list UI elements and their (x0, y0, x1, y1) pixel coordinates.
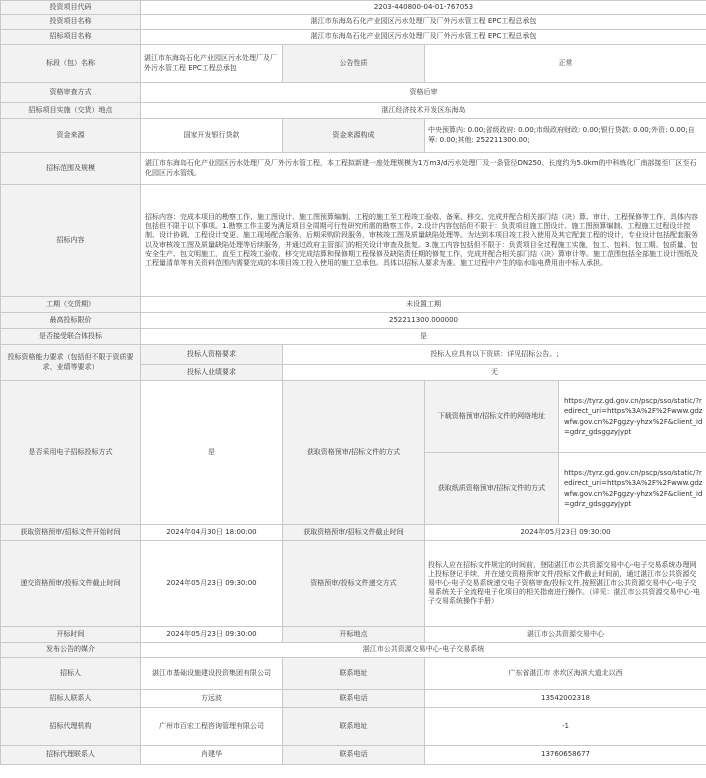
row-bid-project-name (1, 30, 706, 45)
value-tenderer-phone: 13542002318 (425, 690, 706, 708)
label-bidder-qual: 投标人资格要求 (141, 345, 283, 365)
label-submit-method: 资格预审/投标文件递交方式 (283, 541, 425, 627)
value-tenderer: 湛江市基础设施建设投资集团有限公司 (141, 658, 283, 690)
row-tenderer (1, 658, 706, 690)
row-max-price (1, 313, 706, 329)
label-max-price: 最高投标限价 (1, 313, 141, 329)
label-content: 招标内容 (1, 185, 141, 297)
value-agency-phone: 13760658677 (425, 746, 706, 765)
value-scope: 湛江市东海岛石化产业园区污水处理厂及厂外污水管工程，本工程拟新建一座处理规模为1万m3/d污水处理厂及一条管径DN250、长度约为5.0km的中科炼化厂南部接至厂区至石化园区污水管线。 (141, 153, 706, 185)
value-tenderer-contact: 方远波 (141, 690, 283, 708)
row-qualification (1, 83, 706, 103)
label-requirements: 投标资格能力要求（包括但不限于资质要求、业绩等要求） (1, 345, 141, 381)
value-obtain-start: 2024年04月30日 18:00:00 (141, 525, 283, 541)
value-open-place: 湛江市公共资源交易中心 (425, 627, 706, 643)
value-open-time: 2024年05月23日 09:30:00 (141, 627, 283, 643)
value-bidder-perf: 无 (283, 365, 706, 381)
label-open-place: 开标地点 (283, 627, 425, 643)
value-content: 招标内容：完成本项目的勘察工作、施工图设计、施工图预算编制、工程的施工至工程竣工验收、备案、移交、完成并配合相关部门结（决）算、审计、工程保修等工作，具体内容包括但不限于以下事项。1.勘察工作主要为满足项目全周期可行性研究所需的勘察工作。2.设计内容包括但不限于：负责项目施工图设计、施工图预算编制、工程施工过程设计控制、设计协调、工程设计变更、施工现场配合服务、后期采购阶段服务，审核竣工图及质量缺陷处理等。为达到本项目竣工投入使用及其它配套工程的设计，专业设计包括配套服务以及审核竣工图及质量缺陷处理等后续服务，并通过政府主管部门的相关设计审查及批复。3.施工内容包括但不限于：负责项目全过程施工实施，包工、包料、包工期、包质量、包安全生产、包文明施工，直至工程竣工验收、移交完成结算和保修期工程保修及缺陷责任期的修复工作，完成并配合相关部门结（决）算审计等。施工范围包括全部施工设计图纸及工程量清单等有关资料范围内需要完成的本项目竣工投入使用的施工总承包。具体以招标人要求为准。施工过程中产生的临水临电费用由中标人承担。 (141, 185, 706, 297)
value-submit-method: 投标人应在招标文件规定的时间前，登陆湛江市公共资源交易中心-电子交易系统办理网上投标登记手续，并在递交资格预审文件/投标文件截止时间前，通过湛江市公共资源交易中心-电子交易系统递交电子资格审查/投标文件,按照湛江市公共资源交易中心-电子交易系统关于全流程电子化项目的相关指南进行操作。（详见：湛江市公共资源交易中心-电子交易系统操作手册） (425, 541, 706, 627)
value-agency: 广州市百宏工程咨询管理有限公司 (141, 708, 283, 746)
label-submit-deadline: 递交资格预审/投标文件截止时间 (1, 541, 141, 627)
label-scope: 招标范围及规模 (1, 153, 141, 185)
label-fund-source: 资金来源 (1, 119, 141, 153)
row-project-code (1, 1, 706, 15)
label-section-name: 标段（包）名称 (1, 45, 141, 83)
value-max-price: 252211300.000000 (141, 313, 706, 329)
row-fund (1, 119, 706, 153)
value-submit-deadline: 2024年05月23日 09:30:00 (141, 541, 283, 627)
label-download: 下载资格预审/招标文件的网络地址 (425, 381, 559, 453)
label-location: 招标项目实施（交货）地点 (1, 103, 141, 119)
label-agency-contact: 招标代理联系人 (1, 746, 141, 765)
value-announcement-nature: 正常 (425, 45, 706, 83)
value-fund-structure: 中央预算内: 0.00;省级政府: 0.00;市级政府财政: 0.00;银行贷款: 0.00;外资: 0.00;自筹: 0.00;其他: 252211300.00; (425, 119, 706, 153)
value-tenderer-address: 广东省湛江市 赤坎区海滨大道北以西 (425, 658, 706, 690)
label-obtain-method: 获取资格预审/招标文件的方式 (283, 381, 425, 525)
label-open-time: 开标时间 (1, 627, 141, 643)
value-agency-address: -1 (425, 708, 706, 746)
value-consortium: 是 (141, 329, 706, 345)
row-submit (1, 541, 706, 627)
label-bid-project-name: 招标项目名称 (1, 30, 141, 45)
label-publish-media: 发布公告的媒介 (1, 643, 141, 658)
row-open (1, 627, 706, 643)
value-bidder-qual: 投标人应具有以下资质：详见招标公告。; (283, 345, 706, 365)
label-project-name: 投资项目名称 (1, 15, 141, 30)
label-tenderer-contact: 招标人联系人 (1, 690, 141, 708)
value-duration: 未设置工期 (141, 297, 706, 313)
label-obtain-end: 获取资格预审/招标文件截止时间 (283, 525, 425, 541)
value-fund-source: 国家开发银行贷款 (141, 119, 283, 153)
row-tenderer-contact (1, 690, 706, 708)
label-tenderer-phone: 联系电话 (283, 690, 425, 708)
value-publish-media: 湛江市公共资源交易中心-电子交易系统 (141, 643, 706, 658)
value-project-name: 湛江市东海岛石化产业园区污水处理厂及厂外污水管工程 EPC工程总承包 (141, 15, 706, 30)
row-obtain-time (1, 525, 706, 541)
row-location (1, 103, 706, 119)
row-content (1, 185, 706, 297)
label-tenderer-address: 联系地址 (283, 658, 425, 690)
label-duration: 工期（交货期） (1, 297, 141, 313)
label-agency-phone: 联系电话 (283, 746, 425, 765)
label-paper: 获取纸质资格预审/招标文件的方式 (425, 453, 559, 525)
row-requirements-qual (1, 345, 706, 365)
label-agency-address: 联系地址 (283, 708, 425, 746)
label-agency: 招标代理机构 (1, 708, 141, 746)
label-consortium: 是否接受联合体投标 (1, 329, 141, 345)
label-bidder-perf: 投标人业绩要求 (141, 365, 283, 381)
row-scope (1, 153, 706, 185)
value-electronic: 是 (141, 381, 283, 525)
row-project-name (1, 15, 706, 30)
label-announcement-nature: 公告性质 (283, 45, 425, 83)
download-link[interactable]: https://tyrz.gd.gov.cn/pscp/sso/static/?redirect_uri=https%3A%2F%2Fwww.gdzwfw.gov.cn%2Fggzy-yhzx%2F&client_id=gdrz_gdsggzyjypt (559, 381, 706, 453)
row-consortium (1, 329, 706, 345)
label-obtain-start: 获取资格预审/招标文件开始时间 (1, 525, 141, 541)
label-project-code: 投资项目代码 (1, 1, 141, 15)
value-bid-project-name: 湛江市东海岛石化产业园区污水处理厂及厂外污水管工程 EPC工程总承包 (141, 30, 706, 45)
paper-link[interactable]: https://tyrz.gd.gov.cn/pscp/sso/static/?redirect_uri=https%3A%2F%2Fwww.gdzwfw.gov.cn%2Fggzy-yhzx%2F&client_id=gdrz_gdsggzyjypt (559, 453, 706, 525)
value-qualification-method: 资格后审 (141, 83, 706, 103)
row-duration (1, 297, 706, 313)
label-fund-structure: 资金来源构成 (283, 119, 425, 153)
value-agency-contact: 肖建华 (141, 746, 283, 765)
row-agency (1, 708, 706, 746)
value-location: 湛江经济技术开发区东海岛 (141, 103, 706, 119)
label-electronic: 是否采用电子招标投标方式 (1, 381, 141, 525)
row-electronic-download (1, 381, 706, 453)
value-obtain-end: 2024年05月23日 09:30:00 (425, 525, 706, 541)
row-section (1, 45, 706, 83)
label-qualification-method: 资格审查方式 (1, 83, 141, 103)
label-tenderer: 招标人 (1, 658, 141, 690)
value-section-name: 湛江市东海岛石化产业园区污水处理厂及厂外污水管工程 EPC工程总承包 (141, 45, 283, 83)
value-project-code: 2203-440800-04-01-767053 (141, 1, 706, 15)
row-agency-contact (1, 746, 706, 765)
row-publish-media (1, 643, 706, 658)
